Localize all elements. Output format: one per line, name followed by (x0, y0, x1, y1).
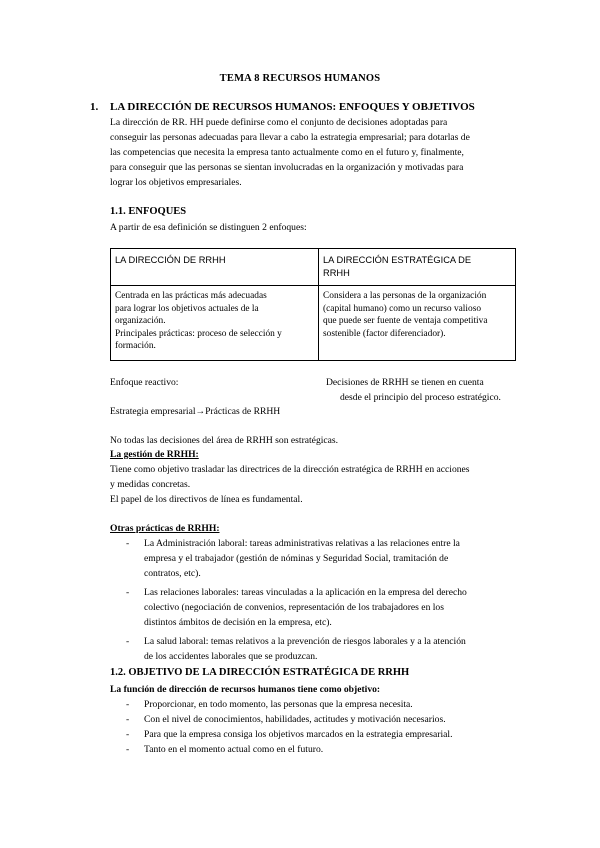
section-heading (90, 101, 475, 113)
col1-body-line: organización. (115, 316, 166, 326)
intro-line: para conseguir que las personas se sientan involucradas en la organización y motivadas para (110, 162, 464, 173)
list-item-line: colectivo (negociación de convenios, representación de los trabajadores en los (144, 602, 444, 613)
intro-paragraph (110, 115, 518, 190)
note-line: No todas las decisiones del área de RRHH son estratégicas. (110, 435, 339, 446)
section-heading-text: LA DIRECCIÓN DE RECURSOS HUMANOS: ENFOQUES Y OBJETIVOS (110, 101, 475, 113)
table-body-row (111, 286, 516, 361)
list-bullet: - (126, 744, 130, 755)
col2-body-line: Considera a las personas de la organización (323, 291, 487, 301)
strategic-note-line: desde el principio del proceso estratégico. (340, 392, 501, 403)
strategic-note-line: Decisiones de RRHH se tienen en cuenta (326, 377, 484, 388)
intro-line: lograr los objetivos empresariales. (110, 177, 242, 188)
list-bullet: - (126, 699, 130, 710)
col2-header-line: LA DIRECCIÓN ESTRATÉGICA DE (323, 255, 472, 265)
gestion-heading: La gestión de RRHH: (110, 449, 199, 460)
list-item (110, 727, 520, 742)
objetivo-subheading: La función de dirección de recursos humanos tiene como objetivo: (110, 684, 381, 695)
gestion-line: y medidas concretas. (110, 479, 191, 490)
list-item-line: Con el nivel de conocimientos, habilidades, actitudes y motivación necesarios. (144, 714, 446, 725)
objetivo-heading: 1.2. OBJETIVO DE LA DIRECCIÓN ESTRATÉGICA DE RRHH (110, 667, 410, 678)
strategy-line: Estrategia empresarial→Prácticas de RRHH (110, 406, 281, 417)
table-cell (319, 286, 516, 361)
table-cell (111, 286, 319, 361)
table-header-cell (111, 249, 319, 286)
list-item (110, 712, 520, 727)
list-item-line: Las relaciones laborales: tareas vinculadas a la aplicación en la empresa del derecho (144, 587, 467, 598)
col1-body-line: formación. (115, 341, 156, 351)
gestion-paragraph (110, 462, 518, 507)
intro-line: conseguir las personas adecuadas para llevar a cabo la estrategia empresarial; para dotarlas de (110, 132, 470, 143)
objetivo-list (110, 697, 520, 757)
list-item-line: Tanto en el momento actual como en el futuro. (144, 744, 324, 755)
table-header-cell (319, 249, 516, 286)
list-item-line: contratos, etc). (144, 568, 201, 579)
otras-list (110, 536, 520, 664)
col1-body-line: para lograr los objetivos actuales de la (115, 303, 259, 314)
list-item-line: de los accidentes laborales que se produzcan. (144, 651, 318, 662)
otras-heading: Otras prácticas de RRHH: (110, 523, 220, 534)
intro-line: las competencias que necesita la empresa tanto actualmente como en el futuro y, finalmente, (110, 147, 464, 158)
enfoques-heading: 1.1. ENFOQUES (110, 206, 187, 217)
list-item-line: distintos ámbitos de decisión en la empresa, etc). (144, 617, 332, 628)
list-bullet: - (126, 587, 130, 598)
list-item-line: La Administración laboral: tareas administrativas relativas a las relaciones entre la (144, 538, 460, 549)
section-number: 1. (90, 101, 99, 113)
list-bullet: - (126, 714, 130, 725)
document-title: TEMA 8 RECURSOS HUMANOS (219, 73, 381, 84)
col2-body-line: sostenible (factor diferenciador). (323, 328, 446, 339)
list-bullet: - (126, 729, 130, 740)
reactive-label: Enfoque reactivo: (110, 377, 179, 388)
list-item (110, 697, 520, 712)
col2-body-line: (capital humano) como un recurso valioso (323, 303, 482, 314)
list-bullet: - (126, 538, 130, 549)
list-bullet: - (126, 636, 130, 647)
gestion-line: El papel de los directivos de línea es fundamental. (110, 494, 303, 505)
list-item (110, 634, 520, 664)
col2-body-line: que puede ser fuente de ventaja competitiva (323, 316, 488, 326)
list-item (110, 536, 520, 581)
col1-header: LA DIRECCIÓN DE RRHH (115, 255, 226, 265)
table-header-row (111, 249, 516, 286)
list-item-line: empresa y el trabajador (gestión de nóminas y Seguridad Social, tramitación de (144, 553, 449, 564)
list-item-line: Proporcionar, en todo momento, las personas que la empresa necesita. (144, 699, 413, 710)
col2-header-line: RRHH (323, 267, 350, 278)
intro-line: La dirección de RR. HH puede definirse como el conjunto de decisiones adoptadas para (110, 117, 448, 128)
col1-body-line: Principales prácticas: proceso de selección y (115, 328, 282, 339)
list-item-line: Para que la empresa consiga los objetivos marcados en la estrategia empresarial. (144, 729, 453, 740)
gestion-line: Tiene como objetivo trasladar las directrices de la dirección estratégica de RRHH en acciones (110, 464, 470, 475)
list-item-line: La salud laboral: temas relativos a la prevención de riesgos laborales y a la atención (144, 636, 466, 647)
enfoques-intro: A partir de esa definición se distinguen 2 enfoques: (110, 222, 307, 233)
list-item (110, 585, 520, 630)
col1-body-line: Centrada en las prácticas más adecuadas (115, 291, 267, 301)
comparison-table (110, 248, 516, 361)
list-item (110, 742, 520, 757)
